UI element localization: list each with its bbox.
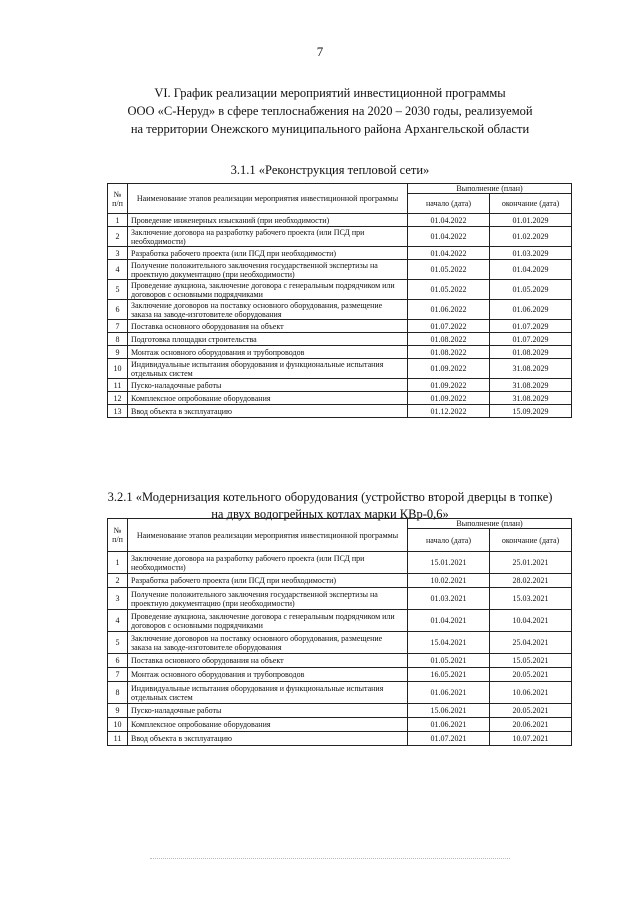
row-number: 7 <box>108 320 128 333</box>
row-start-date: 01.05.2022 <box>408 260 490 280</box>
table-row <box>108 732 572 746</box>
section-1-title <box>60 162 600 179</box>
row-start-date: 01.09.2022 <box>408 359 490 379</box>
schedule-table-1-body <box>108 214 572 418</box>
row-stage-name: Разработка рабочего проекта (или ПСД при необходимости) <box>128 247 408 260</box>
row-stage-name: Разработка рабочего проекта (или ПСД при необходимости) <box>128 574 408 588</box>
row-end-date: 25.01.2021 <box>490 552 572 574</box>
row-number: 9 <box>108 704 128 718</box>
row-stage-name: Ввод объекта в эксплуатацию <box>128 405 408 418</box>
row-start-date: 01.09.2022 <box>408 379 490 392</box>
table-row <box>108 405 572 418</box>
row-stage-name: Комплексное опробование оборудования <box>128 392 408 405</box>
row-stage-name: Получение положительного заключения государственной экспертизы на проектную документацию (при необходимости) <box>128 588 408 610</box>
table-row <box>108 552 572 574</box>
column-header-num: № п/п <box>108 184 128 214</box>
row-start-date: 01.07.2021 <box>408 732 490 746</box>
row-number: 6 <box>108 300 128 320</box>
row-end-date: 01.03.2029 <box>490 247 572 260</box>
row-start-date: 01.03.2021 <box>408 588 490 610</box>
table-row <box>108 574 572 588</box>
row-number: 7 <box>108 668 128 682</box>
column-header-end: окончание (дата) <box>490 194 572 214</box>
row-number: 6 <box>108 654 128 668</box>
row-stage-name: Проведение инженерных изысканий (при необходимости) <box>128 214 408 227</box>
row-number: 3 <box>108 588 128 610</box>
table-row <box>108 610 572 632</box>
row-number: 2 <box>108 574 128 588</box>
row-stage-name: Пуско-наладочные работы <box>128 379 408 392</box>
column-header-start: начало (дата) <box>408 529 490 552</box>
row-end-date: 01.08.2029 <box>490 346 572 359</box>
table-row <box>108 346 572 359</box>
row-stage-name: Поставка основного оборудования на объект <box>128 654 408 668</box>
row-end-date: 20.05.2021 <box>490 704 572 718</box>
row-number: 1 <box>108 214 128 227</box>
row-number: 4 <box>108 610 128 632</box>
row-start-date: 15.01.2021 <box>408 552 490 574</box>
row-number: 10 <box>108 359 128 379</box>
row-stage-name: Проведение аукциона, заключение договора с генеральным подрядчиком или договоров с основными подрядчиками <box>128 610 408 632</box>
row-start-date: 01.05.2021 <box>408 654 490 668</box>
table-row <box>108 300 572 320</box>
row-end-date: 31.08.2029 <box>490 379 572 392</box>
table-row <box>108 320 572 333</box>
row-start-date: 01.04.2022 <box>408 227 490 247</box>
table-row <box>108 654 572 668</box>
row-stage-name: Индивидуальные испытания оборудования и функциональные испытания отдельных систем <box>128 682 408 704</box>
row-start-date: 15.06.2021 <box>408 704 490 718</box>
row-end-date: 20.05.2021 <box>490 668 572 682</box>
table-row <box>108 632 572 654</box>
row-end-date: 10.06.2021 <box>490 682 572 704</box>
table-row <box>108 214 572 227</box>
table-row <box>108 260 572 280</box>
row-stage-name: Заключение договоров на поставку основного оборудования, размещение заказа на заводе-изготовителе оборудования <box>128 300 408 320</box>
row-stage-name: Пуско-наладочные работы <box>128 704 408 718</box>
row-start-date: 01.06.2021 <box>408 682 490 704</box>
row-start-date: 01.09.2022 <box>408 392 490 405</box>
row-number: 13 <box>108 405 128 418</box>
table-row <box>108 682 572 704</box>
row-stage-name: Комплексное опробование оборудования <box>128 718 408 732</box>
row-start-date: 01.12.2022 <box>408 405 490 418</box>
row-start-date: 01.08.2022 <box>408 346 490 359</box>
row-number: 11 <box>108 379 128 392</box>
row-end-date: 31.08.2029 <box>490 392 572 405</box>
schedule-table-1 <box>107 183 572 418</box>
row-number: 3 <box>108 247 128 260</box>
row-end-date: 31.08.2029 <box>490 359 572 379</box>
section-1-title-text: 3.1.1 «Реконструкция тепловой сети» <box>230 163 430 177</box>
row-start-date: 01.07.2022 <box>408 320 490 333</box>
row-end-date: 10.07.2021 <box>490 732 572 746</box>
table-row <box>108 668 572 682</box>
row-end-date: 15.03.2021 <box>490 588 572 610</box>
row-number: 8 <box>108 682 128 704</box>
row-number: 5 <box>108 280 128 300</box>
row-end-date: 15.05.2021 <box>490 654 572 668</box>
table-row <box>108 359 572 379</box>
row-start-date: 01.06.2022 <box>408 300 490 320</box>
column-header-start: начало (дата) <box>408 194 490 214</box>
row-end-date: 28.02.2021 <box>490 574 572 588</box>
row-end-date: 20.06.2021 <box>490 718 572 732</box>
row-start-date: 01.04.2022 <box>408 214 490 227</box>
column-header-num: № п/п <box>108 519 128 552</box>
row-number: 12 <box>108 392 128 405</box>
table-row <box>108 247 572 260</box>
row-stage-name: Подготовка площадки строительства <box>128 333 408 346</box>
row-start-date: 16.05.2021 <box>408 668 490 682</box>
row-number: 8 <box>108 333 128 346</box>
row-stage-name: Поставка основного оборудования на объект <box>128 320 408 333</box>
row-stage-name: Монтаж основного оборудования и трубопроводов <box>128 668 408 682</box>
row-number: 2 <box>108 227 128 247</box>
page-number: 7 <box>316 44 324 59</box>
column-header-execution: Выполнение (план) <box>408 519 572 529</box>
table-row <box>108 704 572 718</box>
row-start-date: 01.05.2022 <box>408 280 490 300</box>
section-2-title-line-2: на двух водогрейных котлах марки КВр-0,6» <box>211 507 449 521</box>
schedule-table-2-body <box>108 552 572 746</box>
row-stage-name: Ввод объекта в эксплуатацию <box>128 732 408 746</box>
row-stage-name: Заключение договоров на поставку основного оборудования, размещение заказа на заводе-изготовителе оборудования <box>128 632 408 654</box>
row-number: 1 <box>108 552 128 574</box>
row-end-date: 01.05.2029 <box>490 280 572 300</box>
row-end-date: 01.01.2029 <box>490 214 572 227</box>
row-start-date: 01.04.2021 <box>408 610 490 632</box>
table-row <box>108 280 572 300</box>
row-end-date: 01.02.2029 <box>490 227 572 247</box>
row-end-date: 01.07.2029 <box>490 320 572 333</box>
heading-line-1: VI. График реализации мероприятий инвестиционной программы <box>154 86 506 100</box>
row-number: 9 <box>108 346 128 359</box>
row-end-date: 10.04.2021 <box>490 610 572 632</box>
column-header-end: окончание (дата) <box>490 529 572 552</box>
row-start-date: 01.06.2021 <box>408 718 490 732</box>
row-start-date: 15.04.2021 <box>408 632 490 654</box>
row-stage-name: Индивидуальные испытания оборудования и функциональные испытания отдельных систем <box>128 359 408 379</box>
row-end-date: 01.06.2029 <box>490 300 572 320</box>
heading-line-3: на территории Онежского муниципального района Архангельской области <box>130 122 530 136</box>
column-header-stage: Наименование этапов реализации мероприятия инвестиционной программы <box>128 184 408 214</box>
row-stage-name: Монтаж основного оборудования и трубопроводов <box>128 346 408 359</box>
row-start-date: 01.08.2022 <box>408 333 490 346</box>
table-row <box>108 379 572 392</box>
column-header-stage: Наименование этапов реализации мероприятия инвестиционной программы <box>128 519 408 552</box>
row-stage-name: Проведение аукциона, заключение договора с генеральным подрядчиком или договоров с основными подрядчиками <box>128 280 408 300</box>
row-number: 5 <box>108 632 128 654</box>
table-row <box>108 718 572 732</box>
row-start-date: 10.02.2021 <box>408 574 490 588</box>
row-end-date: 01.04.2029 <box>490 260 572 280</box>
heading-line-2: ООО «С-Неруд» в сфере теплоснабжения на 2020 – 2030 годы, реализуемой <box>127 104 533 118</box>
table-row <box>108 392 572 405</box>
row-start-date: 01.04.2022 <box>408 247 490 260</box>
table-row <box>108 588 572 610</box>
row-stage-name: Заключение договора на разработку рабочего проекта (или ПСД при необходимости) <box>128 552 408 574</box>
row-end-date: 25.04.2021 <box>490 632 572 654</box>
document-heading <box>60 84 600 138</box>
table-row <box>108 227 572 247</box>
column-header-execution: Выполнение (план) <box>408 184 572 194</box>
row-number: 11 <box>108 732 128 746</box>
row-number: 4 <box>108 260 128 280</box>
row-stage-name: Получение положительного заключения государственной экспертизы на проектную документацию (при необходимости) <box>128 260 408 280</box>
row-end-date: 15.09.2029 <box>490 405 572 418</box>
section-2-title-line-1: 3.2.1 «Модернизация котельного оборудования (устройство второй дверцы в топке) <box>107 490 553 504</box>
row-end-date: 01.07.2029 <box>490 333 572 346</box>
row-stage-name: Заключение договора на разработку рабочего проекта (или ПСД при необходимости) <box>128 227 408 247</box>
schedule-table-2 <box>107 518 572 746</box>
page-divider <box>150 858 510 859</box>
table-row <box>108 333 572 346</box>
row-number: 10 <box>108 718 128 732</box>
